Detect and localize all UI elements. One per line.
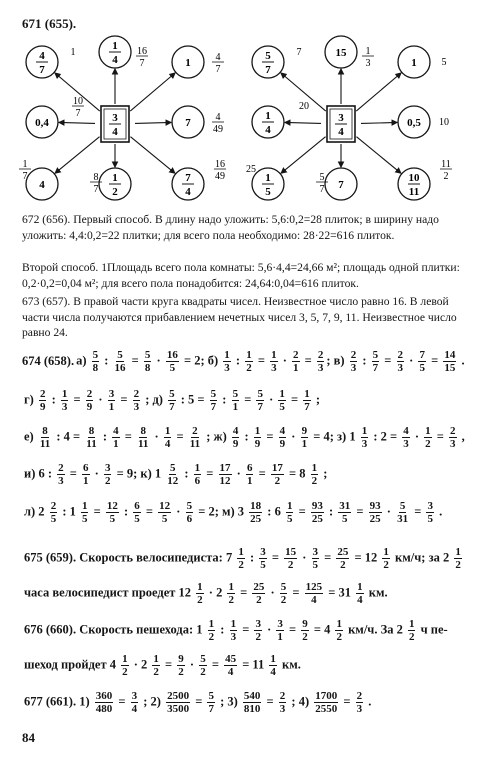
svg-text:1: 1 [70, 47, 76, 58]
exercise-672-method-1: 672 (656). Первый способ. В длину надо уложить: 5,6:0,2=28 плиток; в ширину надо уложить: 4,4:0,2=22 плитки; для всего пола необходимо: 28·22=616 плиток. [22, 213, 439, 242]
svg-text:2: 2 [443, 171, 449, 182]
fraction: $\frac{4}{1}$ [113, 425, 119, 450]
svg-text:10: 10 [408, 172, 420, 184]
fraction: $\frac{1}{3}$ [224, 349, 230, 374]
fraction: $\frac{5}{7}$ [169, 388, 175, 413]
exercise-674-row-3 [22, 425, 467, 450]
svg-text:1: 1 [265, 172, 271, 184]
fraction: $\frac{2}{9}$ [86, 388, 93, 413]
fraction: $\frac{3}{2}$ [255, 618, 261, 643]
arrow-label [214, 159, 226, 182]
svg-text:5: 5 [265, 50, 271, 62]
svg-text:1: 1 [112, 40, 118, 52]
fraction: $\frac{3}{1}$ [277, 618, 283, 643]
fraction: $\frac{3}{1}$ [108, 388, 115, 413]
exercise-675-line-2 [22, 581, 390, 606]
eq-row-1: а) $\frac{5}{8}$ : $\frac{5}{16}$ = $\frac{5}{8}$ · $\frac{16}{5}$ = 2; б) $\frac{1}{3}$ : $\frac{1}{2}$ = $\frac{1}{3}$ · $\frac{2}{1}$ = $\frac{2}{3}$ ; в) $\frac{2}{3}$ : $\frac{5}{7}$ = $\frac{2}{3}$ · $\frac{7}{5}$ = $\frac{14}{15}$ . [76, 349, 465, 374]
fraction: $\frac{93}{25}$ [369, 500, 381, 525]
fraction: $\frac{1}{3}$ [271, 349, 277, 374]
svg-text:5: 5 [441, 57, 447, 68]
exercise-674-row-1 [22, 349, 467, 374]
page-number: 84 [22, 730, 35, 745]
svg-text:1: 1 [22, 159, 28, 170]
exercise-676-text-2: шеход пройдет 4 $\frac{1}{2}$ · 2 $\frac{1}{2}$ = $\frac{9}{2}$ · $\frac{5}{2}$ = $\frac{45}{4}$ = 11 $\frac{1}{4}$ км. [24, 653, 301, 678]
svg-text:1: 1 [365, 46, 371, 57]
exercise-677-text: 677 (661). 1) $\frac{360}{480}$ = $\frac{3}{4}$ ; 2) $\frac{2500}{3500}$ = $\frac{5}{7}$ ; 3) $\frac{540}{810}$ = $\frac{2}{3}$ ; 4) $\frac{1700}{2550}$ = $\frac{2}{3}$ . [24, 690, 372, 715]
fraction: $\frac{3}{4}$ [131, 690, 138, 715]
fraction: $\frac{9}{2}$ [302, 618, 308, 643]
fraction: $\frac{4}{9}$ [232, 425, 239, 450]
fraction: $\frac{1}{2}$ [246, 349, 252, 374]
fraction: $\frac{1}{2}$ [336, 618, 342, 643]
eq-row-2: г) $\frac{2}{9}$ : $\frac{1}{3}$ = $\frac{2}{9}$ · $\frac{3}{1}$ = $\frac{2}{3}$ ; д) $\frac{5}{7}$ : 5 = $\frac{5}{7}$ : $\frac{5}{1}$ = $\frac{5}{7}$ · $\frac{1}{5}$ = $\frac{1}{7}$ ; [24, 388, 321, 413]
arrow-label [439, 117, 449, 128]
fraction: $\frac{2}{3}$ [450, 425, 456, 450]
fraction: $\frac{6}{1}$ [83, 462, 89, 487]
fraction: $\frac{8}{11}$ [86, 425, 97, 450]
fraction: $\frac{1}{2}$ [228, 581, 234, 606]
fraction: $\frac{3}{5}$ [260, 546, 266, 571]
svg-text:49: 49 [215, 171, 225, 182]
fraction: $\frac{45}{4}$ [225, 653, 237, 678]
circle-value [39, 179, 45, 191]
svg-text:11: 11 [441, 159, 451, 170]
svg-text:7: 7 [93, 184, 99, 195]
svg-text:1: 1 [185, 57, 191, 69]
fraction: $\frac{31}{5}$ [339, 500, 351, 525]
circle-value [185, 57, 191, 69]
svg-text:5: 5 [265, 186, 271, 198]
fraction: $\frac{7}{5}$ [419, 349, 425, 374]
svg-text:8: 8 [93, 172, 99, 183]
right-diagram [246, 36, 452, 200]
fraction: $\frac{14}{15}$ [444, 349, 456, 374]
svg-text:4: 4 [112, 126, 118, 138]
fraction: $\frac{3}{5}$ [427, 500, 433, 525]
exercise-675-text-2: часа велосипедист проедет 12 $\frac{1}{2}$ · 2 $\frac{1}{2}$ = $\frac{25}{2}$ · $\frac{5}{2}$ = $\frac{125}{4}$ = 31 $\frac{1}{4}$ км. [24, 581, 388, 606]
fraction: $\frac{12}{5}$ [159, 500, 171, 525]
fraction: $\frac{2}{5}$ [50, 500, 57, 525]
fraction: $\frac{2500}{3500}$ [167, 690, 190, 715]
fraction: $\frac{1}{9}$ [254, 425, 261, 450]
eq-row-4: и) 6 : $\frac{2}{3}$ = $\frac{6}{1}$ · $\frac{3}{2}$ = 9; к) 1 $\frac{5}{12}$ : $\frac{1}{6}$ = $\frac{17}{12}$ · $\frac{6}{1}$ = $\frac{17}{2}$ = 8 $\frac{1}{2}$ ; [24, 462, 328, 487]
fraction: $\frac{15}{2}$ [285, 546, 297, 571]
fraction: $\frac{25}{2}$ [253, 581, 265, 606]
svg-text:7: 7 [265, 64, 271, 76]
circle-value [338, 179, 344, 191]
fraction: $\frac{1}{3}$ [61, 388, 68, 413]
arrow-label [299, 101, 309, 112]
arrow-label [442, 57, 447, 68]
fraction: $\frac{1}{3}$ [230, 618, 237, 643]
fraction: $\frac{1700}{2550}$ [315, 690, 338, 715]
exercise-671-header: 671 (655). [22, 16, 77, 31]
fraction: $\frac{1}{2}$ [208, 618, 215, 643]
svg-text:3: 3 [112, 112, 118, 124]
arrow-label [136, 46, 148, 69]
svg-text:7: 7 [338, 179, 344, 191]
fraction: $\frac{2}{11}$ [189, 425, 201, 450]
svg-text:7: 7 [75, 108, 81, 119]
svg-text:2: 2 [112, 186, 118, 198]
fraction: $\frac{1}{4}$ [270, 653, 276, 678]
fraction: $\frac{16}{5}$ [166, 349, 178, 374]
fraction: $\frac{2}{3}$ [356, 690, 363, 715]
svg-text:7: 7 [185, 172, 191, 184]
fraction: $\frac{5}{7}$ [372, 349, 379, 374]
exercise-673: 673 (657). В правой части круга квадраты чисел. Неизвестное число равно 16. В левой части числа получаются прибавлением нечетных чисел 3, 5, 7, 9, 11. Неизвестное число равно 24. [22, 295, 457, 339]
fraction: $\frac{1}{2}$ [383, 546, 389, 571]
arrow-label [72, 96, 84, 119]
fraction: $\frac{3}{5}$ [312, 546, 319, 571]
fraction: $\frac{5}{7}$ [208, 690, 214, 715]
svg-text:0,5: 0,5 [407, 117, 421, 129]
exercise-676-line-2 [22, 653, 303, 678]
fraction: $\frac{2}{3}$ [279, 690, 286, 715]
fraction: $\frac{25}{2}$ [337, 546, 349, 571]
circle-value [407, 117, 421, 129]
fraction: $\frac{1}{2}$ [197, 581, 203, 606]
fraction: $\frac{5}{16}$ [114, 349, 126, 374]
exercise-672-method-2: Второй способ. 1Площадь всего пола комнаты: 5,6·4,4=24,66 м²; площадь одной плитки: 0,2·0,2=0,04 м²; для всего пола понадобится: 24,64:0,04=616 плиток. [22, 261, 460, 290]
eq-row-3: е) $\frac{8}{11}$ : 4 = $\frac{8}{11}$ : $\frac{4}{1}$ = $\frac{8}{11}$ · $\frac{1}{4}$ = $\frac{2}{11}$ ; ж) $\frac{4}{9}$ : $\frac{1}{9}$ = $\frac{4}{9}$ · $\frac{9}{1}$ = 4; з) 1 $\frac{1}{3}$ : 2 = $\frac{4}{3}$ · $\frac{1}{2}$ = $\frac{2}{3}$ , [24, 425, 465, 450]
fraction: $\frac{2}{3}$ [397, 349, 404, 374]
svg-text:3: 3 [365, 58, 371, 69]
fraction: $\frac{2}{3}$ [317, 349, 324, 374]
svg-text:4: 4 [39, 50, 45, 62]
fraction: $\frac{540}{810}$ [243, 690, 261, 715]
fraction: $\frac{5}{2}$ [280, 581, 287, 606]
exercise-677 [22, 690, 373, 715]
fraction: $\frac{5}{7}$ [210, 388, 217, 413]
fraction: $\frac{1}{2}$ [455, 546, 461, 571]
svg-text:0,4: 0,4 [35, 117, 49, 129]
fraction: $\frac{8}{11}$ [39, 425, 51, 450]
svg-text:4: 4 [265, 124, 271, 136]
fraction: $\frac{4}{9}$ [279, 425, 286, 450]
fraction: $\frac{1}{5}$ [279, 388, 285, 413]
svg-text:4: 4 [215, 52, 221, 63]
fraction: $\frac{5}{8}$ [144, 349, 151, 374]
svg-text:16: 16 [215, 159, 225, 170]
svg-text:11: 11 [408, 186, 420, 198]
fraction: $\frac{9}{2}$ [178, 653, 184, 678]
circle-value [336, 47, 348, 59]
fraction: $\frac{1}{2}$ [238, 546, 244, 571]
fraction: $\frac{5}{12}$ [167, 462, 179, 487]
fraction: $\frac{18}{25}$ [250, 500, 262, 525]
svg-text:49: 49 [213, 124, 223, 135]
fraction: $\frac{1}{4}$ [357, 581, 363, 606]
exercise-675-text-1: 675 (659). Скорость велосипедиста: 7 $\frac{1}{2}$ : $\frac{3}{5}$ = $\frac{15}{2}$ · $\frac{3}{5}$ = $\frac{25}{2}$ = 12 $\frac{1}{2}$ км/ч; за 2 $\frac{1}{2}$ [24, 546, 461, 571]
svg-text:7: 7 [22, 171, 28, 182]
arrow-label [246, 164, 256, 175]
svg-text:7: 7 [319, 184, 325, 195]
svg-text:10: 10 [439, 117, 449, 128]
arrow-label [212, 112, 224, 135]
fraction: $\frac{5}{7}$ [257, 388, 263, 413]
exercise-674-row-5 [22, 500, 444, 525]
fraction: $\frac{2}{3}$ [350, 349, 357, 374]
fraction: $\frac{12}{5}$ [106, 500, 118, 525]
eq-row-5: л) 2 $\frac{2}{5}$ : 1 $\frac{1}{5}$ = $\frac{12}{5}$ : $\frac{6}{5}$ = $\frac{12}{5}$ · $\frac{5}{6}$ = 2; м) 3 $\frac{18}{25}$ : 6 $\frac{1}{5}$ = $\frac{93}{25}$ : $\frac{31}{5}$ = $\frac{93}{25}$ · $\frac{5}{31}$ = $\frac{3}{5}$ . [24, 500, 443, 525]
svg-text:7: 7 [185, 117, 191, 129]
fraction: $\frac{5}{1}$ [232, 388, 239, 413]
svg-text:7: 7 [215, 64, 221, 75]
exercise-674-row-4 [22, 462, 329, 487]
svg-text:5: 5 [319, 172, 325, 183]
fraction: $\frac{1}{2}$ [311, 462, 318, 487]
svg-text:4: 4 [215, 112, 221, 123]
svg-text:7: 7 [296, 47, 302, 58]
exercise-675-line-1 [22, 546, 466, 571]
fraction: $\frac{4}{3}$ [403, 425, 409, 450]
svg-text:4: 4 [112, 54, 118, 66]
svg-text:4: 4 [39, 179, 45, 191]
fraction: $\frac{6}{1}$ [246, 462, 253, 487]
svg-text:1: 1 [112, 172, 118, 184]
fraction: $\frac{1}{3}$ [361, 425, 368, 450]
exercise-674-header: 674 (658). [22, 354, 75, 368]
arrow-label [362, 46, 374, 69]
svg-text:25: 25 [246, 164, 256, 175]
fraction: $\frac{1}{2}$ [153, 653, 159, 678]
fraction: $\frac{2}{3}$ [133, 388, 140, 413]
svg-text:4: 4 [338, 126, 344, 138]
fraction: $\frac{1}{2}$ [408, 618, 415, 643]
fraction: $\frac{2}{1}$ [293, 349, 299, 374]
fraction: $\frac{360}{480}$ [95, 690, 113, 715]
fraction: $\frac{3}{2}$ [104, 462, 111, 487]
circle-value [185, 117, 191, 129]
arrow-label [71, 47, 76, 58]
fraction: $\frac{5}{2}$ [200, 653, 206, 678]
circle-value [35, 117, 49, 129]
exercise-676-text-1: 676 (660). Скорость пешехода: 1 $\frac{1}{2}$ : $\frac{1}{3}$ = $\frac{3}{2}$ · $\frac{3}{1}$ = $\frac{9}{2}$ = 4 $\frac{1}{2}$ км/ч. За 2 $\frac{1}{2}$ ч пе- [24, 618, 448, 643]
fraction: $\frac{1}{2}$ [122, 653, 128, 678]
fraction: $\frac{93}{25}$ [311, 500, 323, 525]
svg-text:4: 4 [185, 186, 191, 198]
fraction: $\frac{6}{5}$ [134, 500, 140, 525]
svg-text:1: 1 [265, 110, 271, 122]
circle-value [411, 57, 417, 69]
fraction: $\frac{1}{5}$ [286, 500, 293, 525]
svg-text:10: 10 [73, 96, 83, 107]
fraction: $\frac{2}{3}$ [58, 462, 64, 487]
svg-text:3: 3 [338, 112, 344, 124]
fraction: $\frac{9}{1}$ [301, 425, 308, 450]
exercise-674-row-2 [22, 388, 322, 413]
fraction: $\frac{1}{7}$ [304, 388, 310, 413]
svg-text:15: 15 [335, 47, 347, 59]
fraction: $\frac{1}{4}$ [164, 425, 171, 450]
svg-text:7: 7 [139, 58, 145, 69]
exercise-676-line-1 [22, 618, 450, 643]
fraction: $\frac{1}{2}$ [425, 425, 431, 450]
fraction: $\frac{125}{4}$ [305, 581, 323, 606]
left-diagram [19, 36, 226, 200]
arrow-label [440, 159, 452, 182]
exercise-671-diagrams [18, 34, 468, 209]
svg-text:1: 1 [411, 57, 417, 69]
fraction: $\frac{5}{31}$ [397, 500, 409, 525]
arrow-label [297, 47, 302, 58]
fraction: $\frac{5}{8}$ [92, 349, 99, 374]
fraction: $\frac{2}{9}$ [39, 388, 46, 413]
fraction: $\frac{1}{6}$ [194, 462, 201, 487]
fraction: $\frac{17}{12}$ [219, 462, 231, 487]
arrow-label [212, 52, 224, 75]
svg-text:7: 7 [39, 64, 45, 76]
fraction: $\frac{8}{11}$ [138, 425, 149, 450]
fraction: $\frac{5}{6}$ [186, 500, 193, 525]
fraction: $\frac{17}{2}$ [271, 462, 283, 487]
svg-text:20: 20 [299, 101, 309, 112]
fraction: $\frac{1}{5}$ [81, 500, 88, 525]
svg-text:16: 16 [137, 46, 147, 57]
